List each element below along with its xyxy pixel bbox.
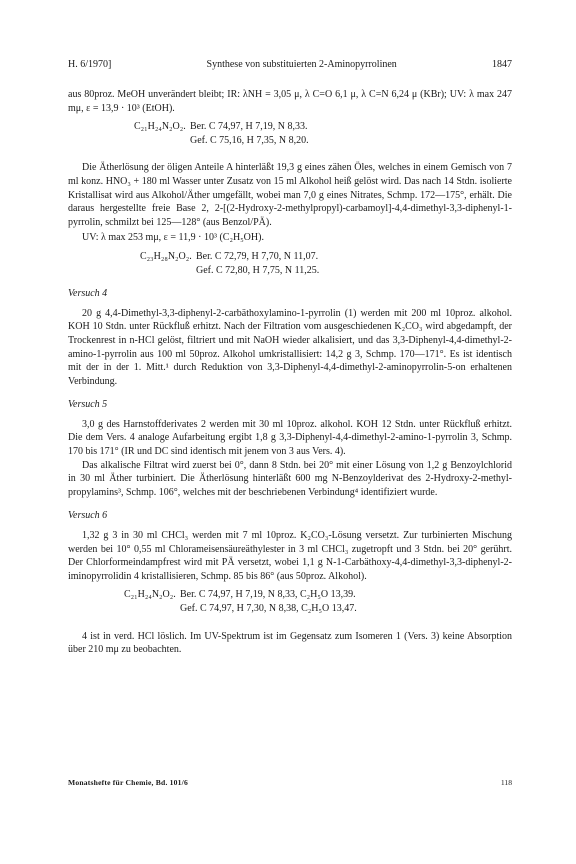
analysis-calc: Ber. C 74,97, H 7,19, N 8,33. xyxy=(190,121,308,133)
analysis-calc: Ber. C 74,97, H 7,19, N 8,33, C₂H₅O 13,39. xyxy=(180,589,356,601)
header-title: Synthese von substituierten 2-Aminopyrrolinen xyxy=(206,59,397,70)
paragraph-versuch-4: 20 g 4,4-Dimethyl-3,3-diphenyl-2-carbäthoxylamino-1-pyrrolin (1) werden mit 200 ml 10proz. alkohol. KOH 10 Stdn. unter Rückfluß erhitzt. Nach der Filtration vom ausgeschiedenen K₂CO₃ wird abgedampft, der Trockenrest in n-HCl gelöst, filtriert und mit NaOH wieder alkalisiert, und das 3,3-Diphenyl-4,4-dimethyl-2-amino-1-pyrrolin aus 100 ml 50proz. Alkohol umkristallisiert: 14,2 g 3, Schmp. 170—171°. Es ist identisch mit der in der 1. Mitt.¹ durch Reduktion von 3,3-Diphenyl-4,4-dimethyl-2-aminopyrrolin-5-on erhaltenen Verbindung. xyxy=(68,307,512,387)
paragraph-versuch-5a: 3,0 g des Harnstoffderivates 2 werden mit 30 ml 10proz. alkohol. KOH 12 Stdn. unter Rückfluß erhitzt. Die dem Vers. 4 analoge Aufarbeitung ergibt 1,8 g 3,3-Diphenyl-4,4-dimethyl-2-amino-1-pyrrolin 3, Schmp. 170 bis 171° (IR und DC sind identisch mit jenem von 3 aus Vers. 4). xyxy=(68,418,512,458)
analysis-found: Gef. C 72,80, H 7,75, N 11,25. xyxy=(196,264,320,276)
analysis-found: Gef. C 74,97, H 7,30, N 8,38, C₂H₅O 13,47. xyxy=(180,603,357,614)
analysis-block-3 xyxy=(68,588,512,615)
paragraph-final: 4 ist in verd. HCl löslich. Im UV-Spektrum ist im Gegensatz zum Isomeren 1 (Vers. 3) keine Absorption über 210 mμ zu beobachten. xyxy=(68,630,512,656)
intro-text: aus 80proz. MeOH unverändert bleibt; IR: λNH = 3,05 μ, λ C=O 6,1 μ, λ C=N 6,24 μ (KBr); UV: λ max 247 mμ, ε = 13,9 · 10³ (EtOH). xyxy=(68,89,512,114)
analysis-formula: C₂₃H₂₈N₂O₂. xyxy=(140,250,192,262)
analysis-formula: C₂₁H₂₄N₂O₂. xyxy=(124,589,176,601)
journal-name: Monatshefte für Chemie, Bd. 101/6 xyxy=(68,778,188,787)
page-footer xyxy=(68,778,512,788)
analysis-found: Gef. C 75,16, H 7,35, N 8,20. xyxy=(190,134,309,146)
page-number: 1847 xyxy=(492,59,512,70)
paragraph-versuch-5b: Das alkalische Filtrat wird zuerst bei 0°, dann 8 Stdn. bei 20° mit einer Lösung von 1,2 g Benzoylchlorid in 30 ml Äther turbiniert. Die Ätherlösung hinterläßt 600 mg N-Benzoylderivat des 2-Hydroxy-2-methyl-propylamins³, Schmp. 106°, welches mit der beschriebenen Verbindung⁴ identifiziert wurde. xyxy=(68,459,512,498)
header-left: H. 6/1970] xyxy=(68,59,112,70)
paragraph-atherlosung: Die Ätherlösung der öligen Anteile A hinterläßt 19,3 g eines zähen Öles, welches in einem Gemisch von 7 ml konz. HNO₃ + 180 ml Wasser unter Zusatz von 15 ml Alkohol heiß gelöst wird. Das nach 14 Stdn. isolierte Kristallisat wird aus Alkohol/Äther umgefällt, wobei man 7,0 g eines Nitrates, Schmp. 172—175°, erhält. Die daraus hergestellte freie Base 2, 2-[(2-Hydroxy-2-methylpropyl)-carbamoyl]-4,4-dimethyl-3,3-diphenyl-1-pyrrolin, schmilzt bei 125—128° (aus Benzol/PÄ). xyxy=(68,162,512,228)
analysis-calc: Ber. C 72,79, H 7,70, N 11,07. xyxy=(196,250,319,262)
analysis-block-2 xyxy=(68,250,512,277)
analysis-formula: C₂₁H₂₄N₂O₂. xyxy=(134,121,186,133)
sheet-number: 118 xyxy=(500,778,512,787)
uv-line: UV: λ max 253 mμ, ε = 11,9 · 10³ (C₂H₅OH). xyxy=(82,232,264,244)
paragraph-versuch-6: 1,32 g 3 in 30 ml CHCl₃ werden mit 7 ml 10proz. K₂CO₃-Lösung versetzt. Zur turbinierten Mischung werden bei 10° 0,55 ml Chlorameisensäureäthylester in 3 ml CHCl₃ zugetropft und 3 Stdn. bei 20° gerührt. Der Chlorformeindampfrest wird mit PÄ versetzt, wobei 1,1 g N-1-Carbäthoxy-4,4-dimethyl-3,3-diphenyl-2-iminopyrrolidin 4 kristallisieren, Schmp. 85 bis 86° (aus 50proz. Alkohol). xyxy=(68,530,512,582)
running-header xyxy=(68,58,512,72)
heading-versuch-6: Versuch 6 xyxy=(68,510,108,522)
heading-versuch-5: Versuch 5 xyxy=(68,399,108,411)
heading-versuch-4: Versuch 4 xyxy=(68,288,108,300)
analysis-block-1 xyxy=(68,120,512,147)
page-body xyxy=(68,58,512,657)
